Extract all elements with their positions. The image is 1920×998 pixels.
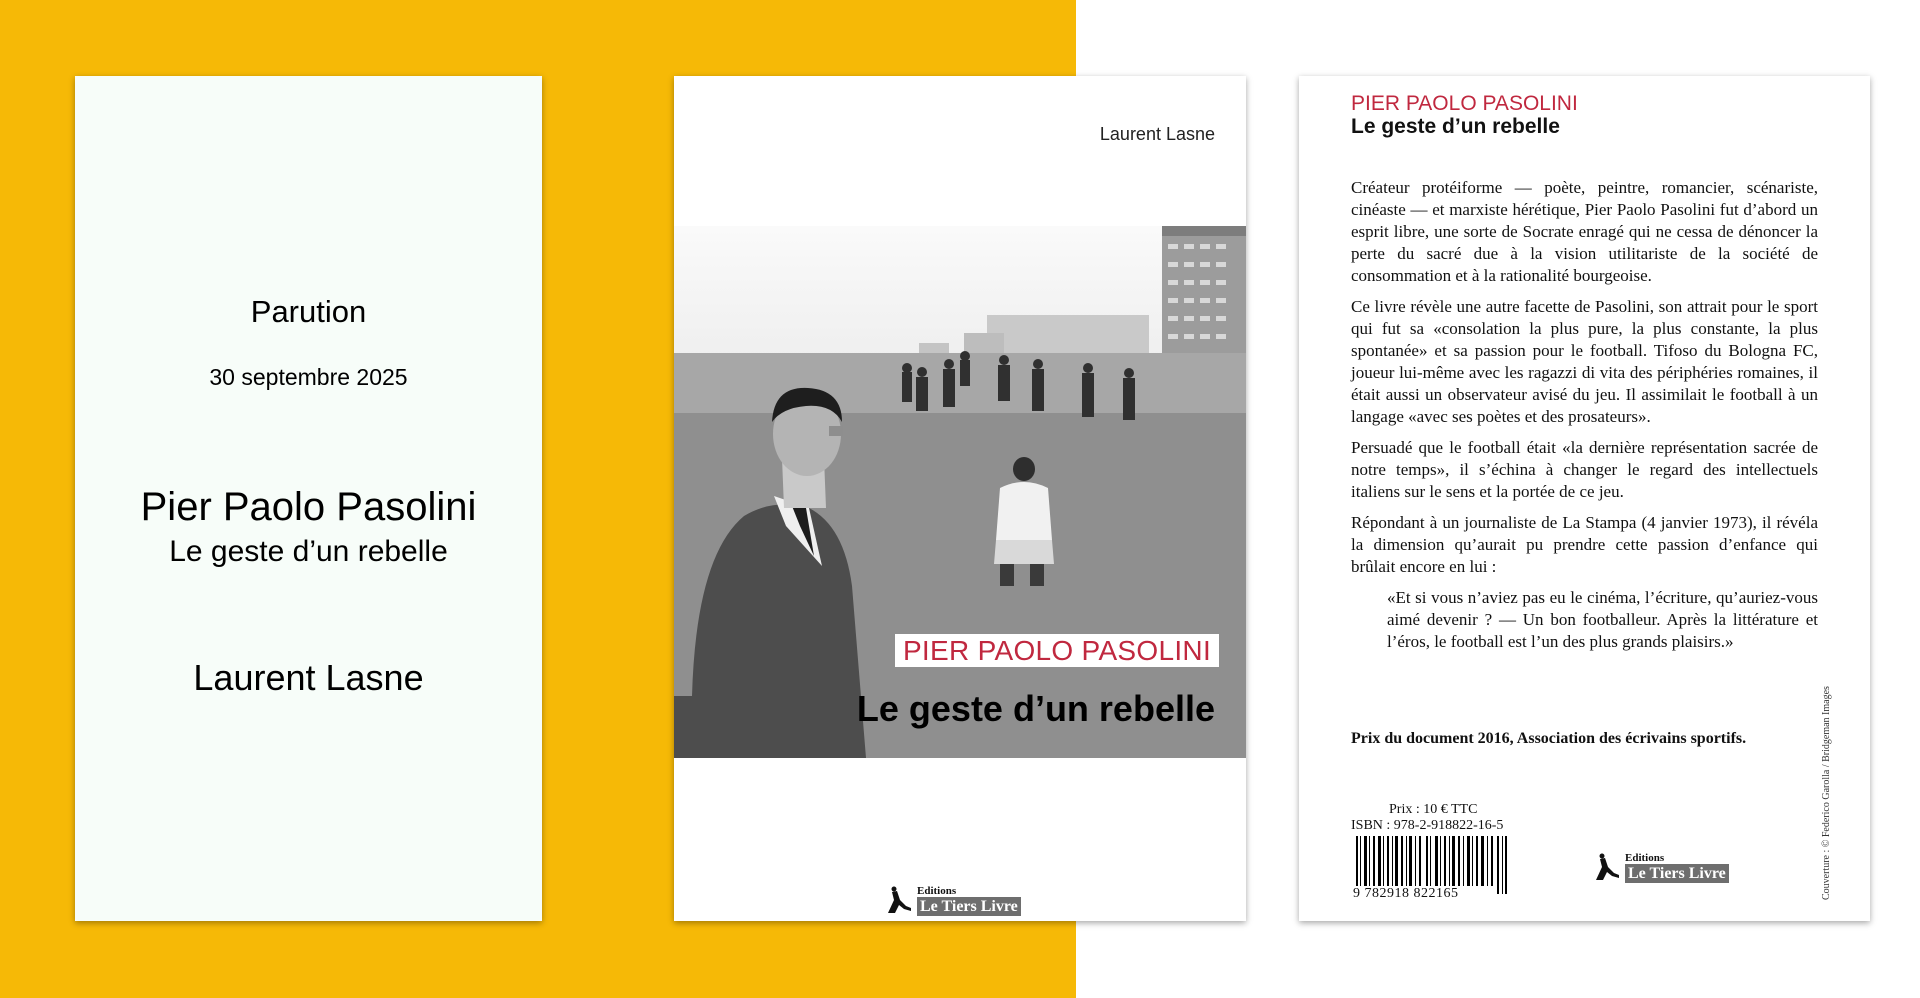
back-cover-blurb [1351, 177, 1818, 665]
back-publisher-logo [1592, 852, 1729, 883]
runner-logo-icon [1592, 853, 1622, 883]
announcement-date: 30 septembre 2025 [209, 364, 408, 390]
prize-note: Prix du document 2016, Association des écrivains sportifs. [1351, 730, 1747, 747]
cover-photo-illustration [674, 226, 1246, 758]
back-cover-title: PIER PAOLO PASOLINI [1351, 92, 1578, 115]
publisher-label: Editions [1625, 852, 1665, 864]
blurb-paragraph: Répondant à un journaliste de La Stampa (4 janvier 1973), il révéla la dimension qu’aurait pu prendre cette passion d’enfance qui brûlait encore en lui : [1351, 513, 1818, 576]
front-cover-subtitle: Le geste d’un rebelle [856, 688, 1215, 729]
announcement-heading: Parution [250, 294, 367, 329]
announcement-title: Pier Paolo Pasolini [140, 485, 477, 529]
back-cover-subtitle: Le geste d’un rebelle [1351, 115, 1560, 138]
blurb-paragraph: Ce livre révèle une autre facette de Pasolini, son attrait pour le sport qui fut sa «consolation la plus pure, la plus constante, la plus spontanée» et sa passion pour le football. Tifoso du Bologna FC, joueur lui-même avec les ragazzi di vita des périphéries romaines, il était aussi un observateur avisé du jeu. Il assimilait le football à un langage «avec ses poètes et des prosateurs». [1351, 297, 1818, 426]
announcement-card [75, 76, 542, 921]
front-cover-title: PIER PAOLO PASOLINI [895, 634, 1219, 667]
blurb-quote: «Et si vous n’aviez pas eu le cinéma, l’écriture, qu’auriez-vous aimé devenir ? — Un bon footballeur. Après la littérature et l’éros, le football est l’un des plus grands plaisirs.» [1387, 588, 1818, 651]
front-cover [674, 76, 1246, 921]
announcement-author: Laurent Lasne [193, 657, 424, 698]
announcement-subtitle: Le geste d’un rebelle [169, 535, 448, 568]
blurb-paragraph: Créateur protéiforme — poète, peintre, romancier, scénariste, cinéaste — et marxiste hérétique, Pier Paolo Pasolini fut d’abord un esprit libre, une sorte de Socrate enragé qui ne cessa de dénoncer la perte du sacré due à la vision utilitariste de la société de consommation et à la rationalité bourgeoise. [1351, 178, 1818, 285]
barcode-digits: 9 782918 822165 [1353, 886, 1459, 901]
front-publisher-logo [884, 885, 1021, 916]
publisher-name: Le Tiers Livre [1625, 864, 1729, 883]
price-label: Prix : 10 € TTC [1389, 802, 1478, 817]
back-cover [1299, 76, 1870, 921]
publisher-label: Editions [917, 885, 957, 897]
front-cover-author: Laurent Lasne [1099, 124, 1215, 144]
photo-credit: Couverture : © Federico Garolla / Bridgeman Images [1821, 686, 1832, 900]
runner-logo-icon [884, 886, 914, 916]
blurb-paragraph: Persuadé que le football était «la dernière représentation sacrée de notre temps», il s’échina à changer le regard des intellectuels italiens sur le sens et la portée de ce jeu. [1351, 438, 1818, 501]
publisher-name: Le Tiers Livre [917, 897, 1021, 916]
isbn-label: ISBN : 978-2-918822-16-5 [1351, 818, 1504, 833]
cover-photo [674, 226, 1246, 758]
